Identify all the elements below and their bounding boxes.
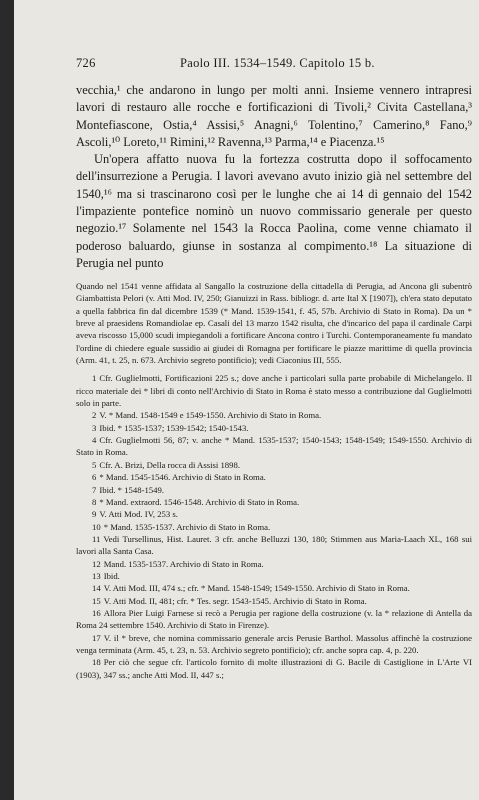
footnote — [76, 582, 472, 594]
footnote-number: 10 — [92, 521, 101, 532]
footnote — [76, 656, 472, 681]
footnote-text: Per ciò che segue cfr. l'articolo fornito di molte illustrazioni di G. Bacile di Castiglione in L'Arte VI (1903), 347 ss.; anche Atti Mod. II, 447 s.; — [76, 657, 472, 680]
footnote — [76, 533, 472, 558]
footnote-text: Vedi Tursellinus, Hist. Lauret. 3 cfr. anche Belluzzi 130, 180; Stimmen aus Maria-Laach XL, 168 sui lavori alla Santa Casa. — [76, 533, 472, 557]
book-page — [14, 0, 479, 800]
footnote-text: Cfr. A. Brizi, Della rocca di Assisi 1898. — [99, 459, 241, 470]
footnote-text: Ibid. — [103, 570, 120, 581]
main-text — [76, 82, 472, 272]
footnote — [76, 372, 472, 409]
footnote-number: 1 — [92, 373, 97, 384]
page-number: 726 — [76, 56, 96, 70]
footnote — [76, 521, 472, 533]
footnotes — [76, 280, 472, 681]
footnote-text: * Mand. 1535-1537. Archivio di Stato in Roma. — [103, 521, 271, 532]
footnote-text: Ibid. * 1548-1549. — [99, 484, 165, 495]
footnote-number: 9 — [92, 509, 97, 520]
footnote — [76, 496, 472, 508]
footnote-list — [76, 372, 472, 681]
footnote-number: 8 — [92, 496, 97, 507]
footnote-number: 15 — [92, 595, 101, 606]
footnote-number: 13 — [92, 570, 101, 581]
footnote — [76, 422, 472, 434]
footnote — [76, 484, 472, 496]
footnote — [76, 508, 472, 520]
footnote-text: V. * Mand. 1548-1549 e 1549-1550. Archivio di Stato in Roma. — [99, 410, 322, 421]
running-title: Paolo III. 1534–1549. Capitolo 15 b. — [180, 56, 375, 70]
footnote-number: 4 — [92, 435, 97, 446]
footnote — [76, 595, 472, 607]
body-paragraph: vecchia,¹ che andarono in lungo per molti anni. Insieme vennero intrapresi lavori di restauro alle rocche e fortificazioni di Tivoli,² Civita Castellana,³ Montefiascone, Ostia,⁴ Assisi,⁵ Anagni,⁶ Tolentino,⁷ Camerino,⁸ Fano,⁹ Ascoli,¹⁰ Loreto,¹¹ Rimini,¹² Ravenna,¹³ Parma,¹⁴ e Piacenza.¹⁵ — [76, 83, 472, 149]
footnote-text: * Mand. 1545-1546. Archivio di Stato in Roma. — [99, 472, 266, 483]
footnote-text: Mand. 1535-1537. Archivio di Stato in Roma. — [103, 558, 264, 569]
footnote-text: V. Atti Mod. III, 474 s.; cfr. * Mand. 1548-1549; 1549-1550. Archivio di Stato in Roma. — [103, 583, 410, 594]
footnote-text: Ibid. * 1535-1537; 1539-1542; 1540-1543. — [99, 422, 249, 433]
footnote — [76, 459, 472, 471]
footnote-text: V. il * breve, che nomina commissario generale arcis Perusie Barthol. Massolus affinchè la costruzione venga terminata (Arm. 45, t. 23, n. 53. Archivio segreto pontificio); cfr. anche sopra cap. 4, p. 220. — [76, 632, 472, 655]
footnote-number: 12 — [92, 558, 101, 569]
footnote — [76, 471, 472, 483]
footnote — [76, 434, 472, 459]
footnote-text: * Mand. extraord. 1546-1548. Archivio di Stato in Roma. — [99, 496, 300, 507]
footnote-number: 17 — [92, 632, 101, 643]
footnote — [76, 607, 472, 632]
footnote — [76, 570, 472, 582]
footnote — [76, 558, 472, 570]
footnote-number: 5 — [92, 459, 97, 470]
footnote-text: V. Atti Mod. II, 481; cfr. * Tes. segr. 1543-1545. Archivio di Stato in Roma. — [103, 595, 367, 606]
footnote — [76, 409, 472, 421]
footnote-number: 14 — [92, 583, 101, 594]
footnote-text: Cfr. Guglielmotti 56, 87; v. anche * Mand. 1535-1537; 1540-1543; 1548-1549; 1549-1550. Archivio di Stato in Roma. — [76, 435, 472, 458]
footnote-continuation: Quando nel 1541 venne affidata al Sangallo la costruzione della cittadella di Perugia, ad Ancona gli subentrò Giambattista Pelori (v. Atti Mod. IV, 250; Gianuizzi in Rass. bibliogr. d. arte Ital X [1907]), ch'era stato deputato a quella fabbrica fin dal dicembre 1539 (* Mand. 1539-1541, f. 45, 57b. Archivio di Stato in Roma). Da un * breve al praesidens Romandiolae ep. Casali del 13 marzo 1542 risulta, che d'incarico del papa il cardinale Carpi aveva riscosso 15,000 scudi impiegandoli a fortificare Ancona contro i Turchi. Contemporaneamente fu mandato l'ordine di chiedere eguale sussidio ai giudei di Romagna per fortificare le piazze marittime di quella provincia (Arm. 41, t. 25, n. 673. Archivio segreto pontificio); vedi Ciaconius III, 555. — [76, 281, 472, 366]
running-header — [76, 56, 466, 72]
footnote-text: V. Atti Mod. IV, 253 s. — [99, 509, 178, 520]
body-paragraph: Un'opera affatto nuova fu la fortezza costrutta dopo il soffocamento dell'insurrezione a Perugia. I lavori avevano avuto inizio già nel settembre del 1540,¹⁶ ma si trascinarono così per le lunghe che ai 14 di gennaio del 1542 l'impaziente pontefice nominò un nuovo commissario generale per questo negozio.¹⁷ Solamente nel 1543 la Rocca Paolina, come venne chiamato il poderoso baluardo, giunse in sostanza al compimento.¹⁸ La situazione di Perugia nel punto — [76, 152, 472, 270]
footnote-number: 2 — [92, 410, 97, 421]
footnote-text: Allora Pier Luigi Farnese si recò a Perugia per ragione della costruzione (v. la * relazione di Antella da Roma 24 settembre 1540. Archivio di Stato in Firenze). — [76, 607, 472, 631]
footnote-number: 6 — [92, 472, 97, 483]
footnote-number: 7 — [92, 484, 97, 495]
footnote-number: 16 — [92, 607, 101, 618]
footnote-number: 18 — [92, 657, 101, 668]
footnote — [76, 632, 472, 657]
footnote-number: 3 — [92, 422, 97, 433]
footnote-number: 11 — [92, 533, 101, 544]
footnote-text: Cfr. Guglielmotti, Fortificazioni 225 s.; dove anche i particolari sulla parte probabile di Michelangelo. Il ricco materiale dei * libri di conto nell'Archivio di Stato in Roma è stato messo a contribuzione dal Guglielmotti solo in parte. — [76, 373, 472, 409]
